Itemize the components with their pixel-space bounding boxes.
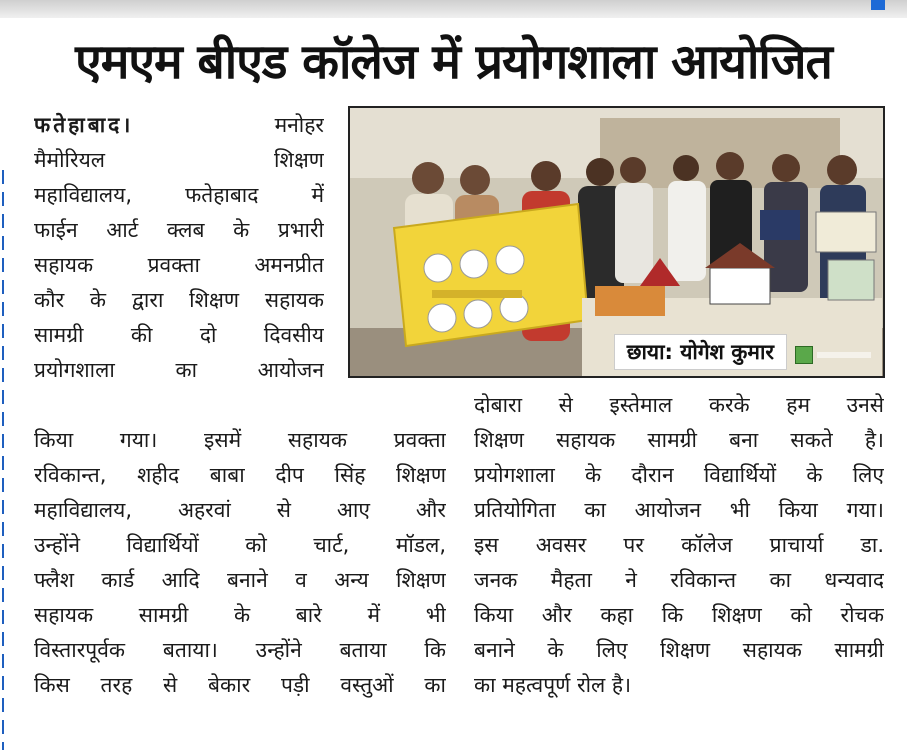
text-line: फाईन आर्ट क्लब के प्रभारी <box>34 218 324 242</box>
text-line: सहायक प्रवक्ता अमनप्रीत <box>34 253 324 277</box>
text-line: किस तरह से बेकार पड़ी वस्तुओं का <box>34 673 446 697</box>
text-line: फतेहाबाद। मनोहर <box>34 113 324 137</box>
photo-caption: छाया: योगेश कुमार <box>614 334 787 370</box>
watermark-text-mark <box>817 352 871 358</box>
left-column-top <box>34 108 324 388</box>
text-line: प्रयोगशाला का आयोजन <box>34 358 324 382</box>
watermark-icon <box>795 346 813 364</box>
blue-corner-mark <box>871 0 885 10</box>
text-line: विस्तारपूर्वक बताया। उन्होंने बताया कि <box>34 638 446 662</box>
text-line: प्रतियोगिता का आयोजन भी किया गया। <box>474 498 884 522</box>
text-line: किया और कहा कि शिक्षण को रोचक <box>474 603 884 627</box>
scan-top-edge <box>0 0 907 18</box>
text-line: शिक्षण सहायक सामग्री बना सकते है। <box>474 428 884 452</box>
text-line: महाविद्यालय, फतेहाबाद में <box>34 183 324 207</box>
text-line: इस अवसर पर कॉलेज प्राचार्या डा. <box>474 533 884 557</box>
left-column-bottom <box>34 423 446 703</box>
text-line: का महत्वपूर्ण रोल है। <box>474 673 632 697</box>
text-line: दोबारा से इस्तेमाल करके हम उनसे <box>474 393 884 417</box>
column-rule <box>2 170 4 750</box>
text-line: उन्होंने विद्यार्थियों को चार्ट, मॉडल, <box>34 533 446 557</box>
text-line: जनक मैहता ने रविकान्त का धन्यवाद <box>474 568 884 592</box>
text-line: फ्लैश कार्ड आदि बनाने व अन्य शिक्षण <box>34 568 446 592</box>
teaching-chart <box>394 204 588 346</box>
text-line: कौर के द्वारा शिक्षण सहायक <box>34 288 324 312</box>
text-line: बनाने के लिए शिक्षण सहायक सामग्री <box>474 638 884 662</box>
text-line: प्रयोगशाला के दौरान विद्यार्थियों के लिए <box>474 463 884 487</box>
text-line: किया गया। इसमें सहायक प्रवक्ता <box>34 428 446 452</box>
headline: एमएम बीएड कॉलेज में प्रयोगशाला आयोजित <box>75 34 832 90</box>
right-column <box>474 388 884 703</box>
text-line: रविकान्त, शहीद बाबा दीप सिंह शिक्षण <box>34 463 446 487</box>
news-photo <box>348 106 885 378</box>
text-line: सामग्री की दो दिवसीय <box>34 323 324 347</box>
text-line: मैमोरियल शिक्षण <box>34 148 324 172</box>
dateline: फतेहाबाद। <box>34 113 134 137</box>
text-line: सहायक सामग्री के बारे में भी <box>34 603 446 627</box>
watermark-logo <box>795 344 875 366</box>
text-line: महाविद्यालय, अहरवां से आए और <box>34 498 446 522</box>
